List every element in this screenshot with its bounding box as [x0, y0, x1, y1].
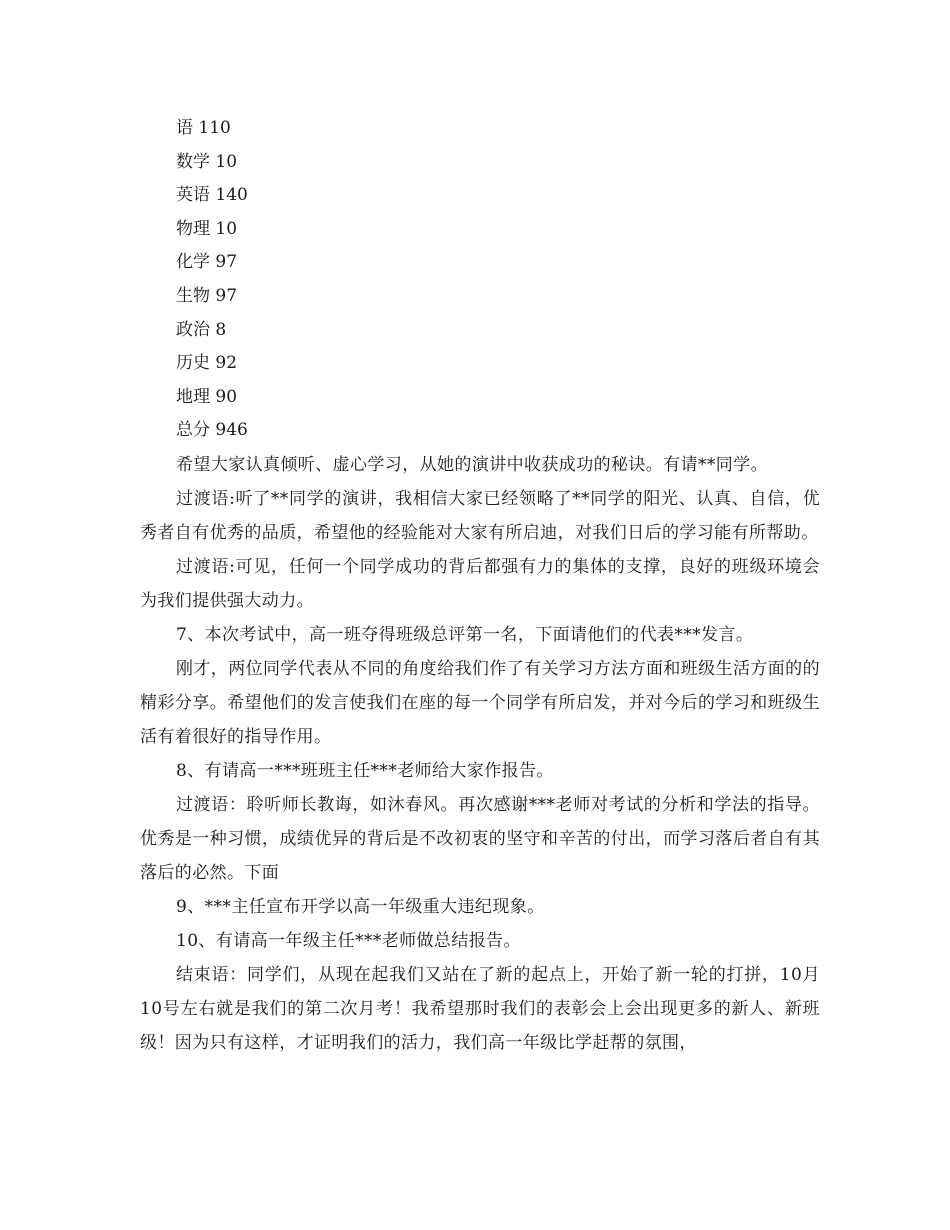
paragraph-closing: 结束语：同学们，从现在起我们又站在了新的起点上，开始了新一轮的打拼，10月10号左右就是我们的第二次月考！我希望那时我们的表彰会上会出现更多的新人、新班级！因为只有这样，才证明我们的活力，我们高一年级比学赶帮的氛围，	[140, 964, 820, 1053]
score-chinese: 语 110	[176, 118, 231, 138]
score-politics: 政治 8	[176, 319, 227, 340]
paragraph-summary: 刚才，两位同学代表从不同的角度给我们作了有关学习方法方面和班级生活方面的的精彩分享。希望他们的发言使我们在座的每一个同学有所启发，并对今后的学习和班级生活有着很好的指导作用。	[140, 658, 820, 747]
paragraph-item-9: 9、***主任宣布开学以高一年级重大违纪现象。	[176, 896, 545, 917]
paragraph-invite-speaker: 希望大家认真倾听、虚心学习，从她的演讲中收获成功的秘诀。有请**同学。	[176, 454, 768, 475]
score-list	[140, 112, 820, 448]
score-history: 历史 92	[176, 353, 238, 374]
score-chemistry: 化学 97	[176, 252, 238, 273]
score-geography: 地理 90	[176, 386, 238, 407]
paragraph-transition-1: 过渡语:听了**同学的演讲，我相信大家已经领略了**同学的阳光、认真、自信，优秀者自有优秀的品质，希望他的经验能对大家有所启迪，对我们日后的学习能有所帮助。	[140, 488, 820, 543]
score-physics: 物理 10	[176, 218, 238, 239]
paragraph-item-10: 10、有请高一年级主任***老师做总结报告。	[176, 930, 521, 951]
score-total: 总分 946	[176, 420, 248, 441]
paragraph-item-7: 7、本次考试中，高一班夺得班级总评第一名，下面请他们的代表***发言。	[176, 624, 754, 645]
score-math: 数学 10	[176, 151, 238, 172]
score-english: 英语 140	[176, 185, 248, 206]
document-page	[140, 112, 820, 1060]
score-biology: 生物 97	[176, 285, 238, 306]
paragraph-item-8: 8、有请高一***班班主任***老师给大家作报告。	[176, 760, 554, 781]
paragraph-transition-2: 过渡语:可见，任何一个同学成功的背后都强有力的集体的支撑，良好的班级环境会为我们提供强大动力。	[140, 556, 820, 611]
paragraph-transition-3: 过渡语：聆听师长教诲，如沐春风。再次感谢***老师对考试的分析和学法的指导。优秀是一种习惯，成绩优异的背后是不改初衷的坚守和辛苦的付出，而学习落后者自有其落后的必然。下面	[140, 794, 820, 883]
